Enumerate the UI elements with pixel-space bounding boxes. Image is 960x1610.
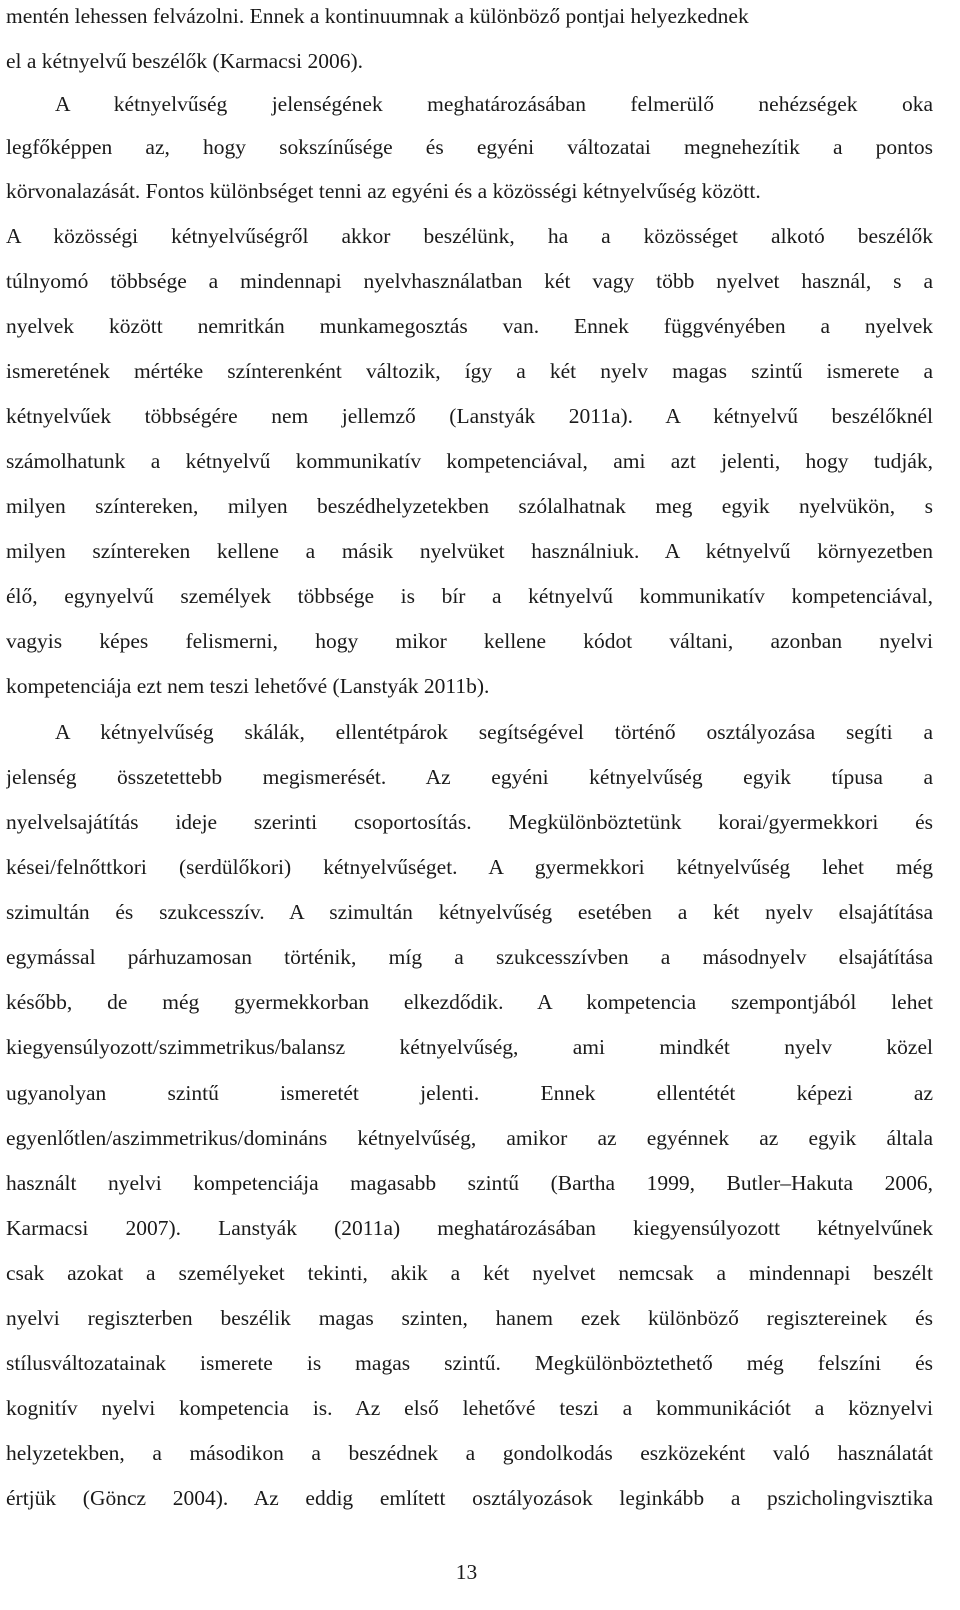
- page-number: 13: [455, 1560, 478, 1584]
- text-line: kétnyelvűek többségére nem jellemző (Lanstyák 2011a). A kétnyelvű beszélőknél: [6, 404, 933, 428]
- text-line: stílusváltozatainak ismerete is magas szintű. Megkülönböztethető még felszíni és: [6, 1351, 933, 1375]
- text-line: nyelvelsajátítás ideje szerinti csoportosítás. Megkülönböztetünk korai/gyermekkori és: [6, 810, 933, 834]
- text-line: kompetenciája ezt nem teszi lehetővé (Lanstyák 2011b).: [6, 674, 490, 698]
- text-line: mentén lehessen felvázolni. Ennek a kontinuumnak a különböző pontjai helyezkednek: [6, 4, 749, 28]
- text-line: A közösségi kétnyelvűségről akkor beszélünk, ha a közösséget alkotó beszélők: [6, 224, 933, 248]
- text-line: jelenség összetettebb megismerését. Az egyéni kétnyelvűség egyik típusa a: [6, 765, 933, 789]
- text-line: ismeretének mértéke színterenként változik, így a két nyelv magas szintű ismerete a: [6, 359, 933, 383]
- text-line: értjük (Göncz 2004). Az eddig említett osztályozások leginkább a pszicholingvisztika: [6, 1486, 933, 1510]
- text-line: csak azokat a személyeket tekinti, akik a két nyelvet nemcsak a mindennapi beszélt: [6, 1261, 933, 1285]
- text-line: A kétnyelvűség jelenségének meghatározásában felmerülő nehézségek oka: [55, 92, 933, 116]
- text-line: Karmacsi 2007). Lanstyák (2011a) meghatározásában kiegyensúlyozott kétnyelvűnek: [6, 1216, 933, 1240]
- text-line: nyelvek között nemritkán munkamegosztás van. Ennek függvényében a nyelvek: [6, 314, 933, 338]
- text-line: használt nyelvi kompetenciája magasabb szintű (Bartha 1999, Butler–Hakuta 2006,: [6, 1171, 933, 1195]
- text-line: szimultán és szukcesszív. A szimultán kétnyelvűség esetében a két nyelv elsajátítása: [6, 900, 933, 924]
- text-line: helyzetekben, a másodikon a beszédnek a gondolkodás eszközeként való használatát: [6, 1441, 933, 1465]
- text-line: milyen színtereken kellene a másik nyelvüket használniuk. A kétnyelvű környezetben: [6, 539, 933, 563]
- text-line: legfőképpen az, hogy sokszínűsége és egyéni változatai megnehezítik a pontos: [6, 135, 933, 159]
- text-line: egymással párhuzamosan történik, míg a szukcesszívben a másodnyelv elsajátítása: [6, 945, 933, 969]
- text-line: kognitív nyelvi kompetencia is. Az első lehetővé teszi a kommunikációt a köznyelvi: [6, 1396, 933, 1420]
- text-line: túlnyomó többsége a mindennapi nyelvhasználatban két vagy több nyelvet használ, s a: [6, 269, 933, 293]
- text-line: el a kétnyelvű beszélők (Karmacsi 2006).: [6, 49, 364, 73]
- text-line: milyen színtereken, milyen beszédhelyzetekben szólalhatnak meg egyik nyelvükön, s: [6, 494, 933, 518]
- text-line: körvonalazását. Fontos különbséget tenni az egyéni és a közösségi kétnyelvűség között.: [6, 179, 761, 203]
- text-line: később, de még gyermekkorban elkezdődik. A kompetencia szempontjából lehet: [6, 990, 933, 1014]
- text-line: számolhatunk a kétnyelvű kommunikatív kompetenciával, ami azt jelenti, hogy tudják,: [6, 449, 933, 473]
- text-line: vagyis képes felismerni, hogy mikor kellene kódot váltani, azonban nyelvi: [6, 629, 933, 653]
- text-line: kései/felnőttkori (serdülőkori) kétnyelvűséget. A gyermekkori kétnyelvűség lehet még: [6, 855, 933, 879]
- text-line: élő, egynyelvű személyek többsége is bír a kétnyelvű kommunikatív kompetenciával,: [6, 584, 933, 608]
- text-line: kiegyensúlyozott/szimmetrikus/balansz kétnyelvűség, ami mindkét nyelv közel: [6, 1035, 933, 1059]
- text-line: egyenlőtlen/aszimmetrikus/domináns kétnyelvűség, amikor az egyénnek az egyik általa: [6, 1126, 933, 1150]
- text-line: ugyanolyan szintű ismeretét jelenti. Ennek ellentétét képezi az: [6, 1081, 933, 1105]
- text-line: A kétnyelvűség skálák, ellentétpárok segítségével történő osztályozása segíti a: [55, 720, 933, 744]
- text-line: nyelvi regiszterben beszélik magas szinten, hanem ezek különböző regisztereinek és: [6, 1306, 933, 1330]
